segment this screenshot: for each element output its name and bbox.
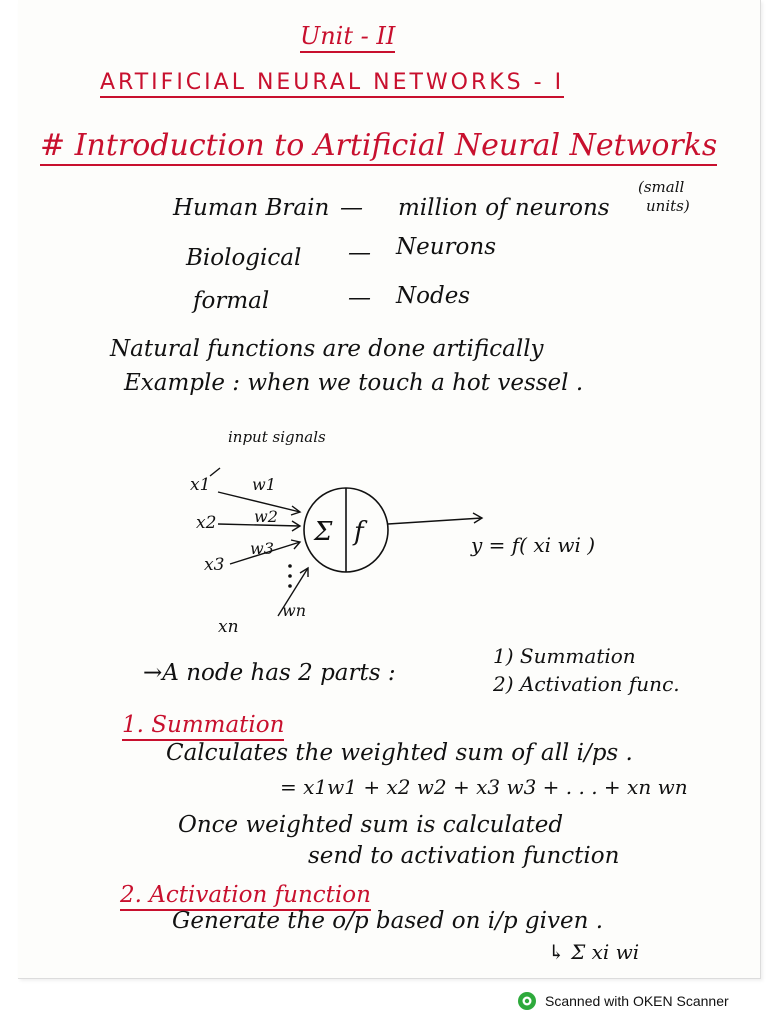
comparison-left-2: Biological <box>186 245 302 271</box>
section-heading-text: # Introduction to Artificial Neural Networks <box>40 128 717 166</box>
comparison-right-1: million of neurons <box>398 195 610 221</box>
input-xn: xn <box>218 617 239 637</box>
weight-w1: w1 <box>252 475 276 494</box>
weight-w2: w2 <box>254 507 278 526</box>
activation-heading-text: 2. Activation function <box>120 882 371 911</box>
comparison-dash-2: — <box>348 240 371 266</box>
comparison-note-line2: units) <box>646 197 690 215</box>
summation-heading-text: 1. Summation <box>122 712 284 741</box>
comparison-left-1: Human Brain <box>173 195 330 221</box>
comparison-dash-1: — <box>340 195 363 221</box>
chapter-title-text: ARTIFICIAL NEURAL NETWORKS - I <box>100 70 564 98</box>
input-signals-label: input signals <box>228 428 326 446</box>
input-x1: x1 <box>190 475 211 495</box>
chapter-title <box>100 70 564 95</box>
unit-title-text: Unit - II <box>300 22 395 53</box>
comparison-right-2: Neurons <box>396 234 497 260</box>
input-x2: x2 <box>196 513 217 533</box>
activation-line1: Generate the o/p based on i/p given . <box>172 908 604 934</box>
activation-line2: ↳ Σ xi wi <box>548 940 640 964</box>
comparison-left-3: formal <box>193 288 270 314</box>
summation-line3: send to activation function <box>308 843 620 869</box>
activation-heading <box>120 882 371 908</box>
scanner-footer-text: Scanned with OKEN Scanner <box>545 993 729 1009</box>
output-arrow <box>388 518 482 524</box>
unit-title <box>300 22 395 50</box>
output-formula: y = f( xi wi ) <box>471 533 596 557</box>
activation-f-symbol: f <box>354 517 364 547</box>
comparison-note-line1: (small <box>638 178 685 196</box>
node-parts-intro: →A node has 2 parts : <box>143 660 396 686</box>
section-heading <box>40 128 717 163</box>
input-signals-arrow <box>210 468 220 476</box>
weight-w3: w3 <box>250 539 274 558</box>
comparison-right-3: Nodes <box>396 283 471 309</box>
comparison-dash-3: — <box>348 285 371 311</box>
summation-line1: Calculates the weighted sum of all i/ps . <box>166 740 633 766</box>
neuron-diagram <box>188 420 628 640</box>
natural-functions-line: Natural functions are done artifically <box>110 336 544 362</box>
summation-formula: = x1w1 + x2 w2 + x3 w3 + . . . + xn wn <box>280 775 688 799</box>
notebook-page <box>18 0 761 979</box>
scanner-footer <box>517 990 729 1012</box>
node-part-activation: 2) Activation func. <box>493 672 680 696</box>
example-line: Example : when we touch a hot vessel . <box>124 370 584 396</box>
oken-scanner-logo-icon <box>517 991 537 1011</box>
ellipsis-dots <box>288 564 292 588</box>
summation-heading <box>122 712 284 738</box>
node-part-summation: 1) Summation <box>493 644 636 668</box>
weight-wn: wn <box>282 601 306 620</box>
input-x3: x3 <box>204 555 225 575</box>
sigma-symbol: Σ <box>314 517 333 547</box>
summation-line2: Once weighted sum is calculated <box>178 812 564 838</box>
